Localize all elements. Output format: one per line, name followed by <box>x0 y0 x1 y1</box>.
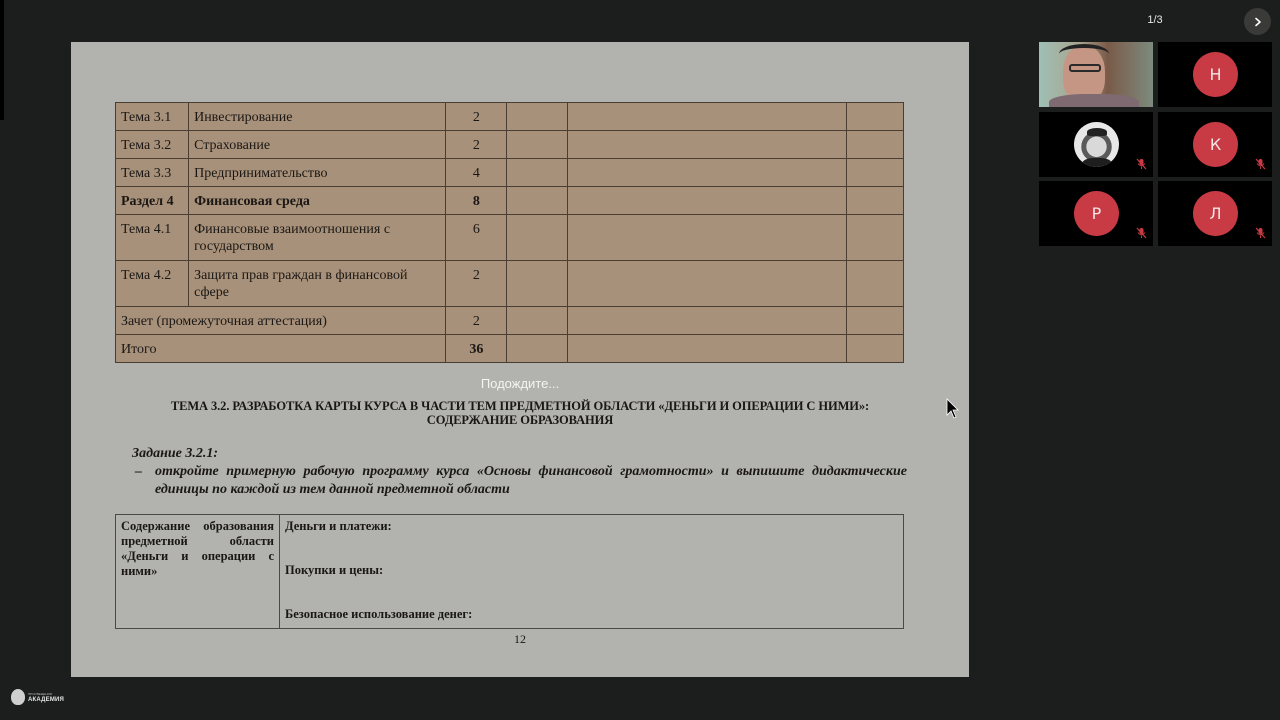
participant-tile[interactable] <box>1158 181 1272 246</box>
topic-name: Предпринимательство <box>189 159 446 187</box>
section-title <box>131 399 909 427</box>
mouse-cursor-icon <box>946 398 960 420</box>
participant-tile-video[interactable] <box>1039 42 1153 107</box>
subtopic: Деньги и платежи: <box>285 519 392 533</box>
avatar-photo <box>1074 122 1119 167</box>
topic-code: Тема 3.1 <box>116 103 189 131</box>
avatar: Л <box>1193 191 1238 236</box>
emblem-icon <box>11 689 25 705</box>
page-number: 12 <box>514 632 526 646</box>
glasses-icon <box>1069 64 1101 72</box>
shirt-shape <box>1082 158 1112 167</box>
microphone-muted-icon <box>1255 227 1266 239</box>
section-name: Финансовая среда <box>189 187 446 215</box>
topic-code: Тема 4.2 <box>116 261 189 307</box>
loading-indicator: Подождите... <box>480 376 560 391</box>
exam-label: Зачет (промежуточная аттестация) <box>116 307 446 335</box>
empty-cell <box>507 215 567 261</box>
topic-hours: 6 <box>446 215 507 261</box>
topic-hours: 2 <box>446 261 507 307</box>
section-code: Раздел 4 <box>116 187 189 215</box>
topic-name: Инвестирование <box>189 103 446 131</box>
empty-cell <box>846 215 903 261</box>
table-row <box>116 159 904 187</box>
participants-page-indicator: 1/3 <box>1147 14 1163 26</box>
avatar: Н <box>1193 52 1238 97</box>
academy-logo <box>11 689 64 705</box>
microphone-muted-icon <box>1136 227 1147 239</box>
microphone-muted-icon <box>1255 158 1266 170</box>
topic-code: Тема 3.3 <box>116 159 189 187</box>
topic-hours: 2 <box>446 131 507 159</box>
empty-cell <box>567 335 846 363</box>
table-row <box>116 515 904 629</box>
empty-cell <box>567 261 846 307</box>
topic-code: Тема 3.2 <box>116 131 189 159</box>
hair-shape <box>1087 128 1107 136</box>
headphones-icon <box>1059 44 1109 64</box>
empty-cell <box>846 261 903 307</box>
shared-document <box>71 42 969 677</box>
participant-video-body <box>1049 94 1139 107</box>
exam-hours: 2 <box>446 307 507 335</box>
empty-cell <box>507 159 567 187</box>
total-row <box>116 335 904 363</box>
content-label: Содержание образования предметной области «Деньги и операции с ними» <box>116 515 280 629</box>
empty-cell <box>846 307 903 335</box>
avatar: К <box>1193 122 1238 167</box>
topic-name: Финансовые взаимоотношения с государством <box>189 215 446 261</box>
task-description: откройте примерную рабочую программу курса «Основы финансовой грамотности» и выпишите дидактические единицы по каждой из тем данной предметной области <box>155 464 907 497</box>
subtopic: Покупки и цены: <box>285 563 384 577</box>
topic-code: Тема 4.1 <box>116 215 189 261</box>
section-row <box>116 187 904 215</box>
empty-cell <box>507 335 567 363</box>
logo-text <box>28 691 64 703</box>
avatar: Р <box>1074 191 1119 236</box>
empty-cell <box>846 103 903 131</box>
task-text <box>135 463 907 499</box>
empty-cell <box>567 187 846 215</box>
empty-cell <box>507 307 567 335</box>
participant-tile[interactable] <box>1039 112 1153 177</box>
content-table <box>115 514 904 629</box>
empty-cell <box>567 131 846 159</box>
empty-cell <box>846 187 903 215</box>
total-label: Итого <box>116 335 446 363</box>
logo-title: АКАДЕМИЯ <box>28 697 65 703</box>
exam-row <box>116 307 904 335</box>
list-dash: – <box>135 464 142 479</box>
empty-cell <box>507 103 567 131</box>
participant-tile[interactable] <box>1039 181 1153 246</box>
empty-cell <box>507 131 567 159</box>
subtopics-cell <box>280 515 904 629</box>
empty-cell <box>567 215 846 261</box>
empty-cell <box>507 261 567 307</box>
microphone-muted-icon <box>1136 158 1147 170</box>
section-title-line: СОДЕРЖАНИЕ ОБРАЗОВАНИЯ <box>426 413 614 427</box>
table-row <box>116 261 904 307</box>
task-title: Задание 3.2.1: <box>132 446 219 461</box>
empty-cell <box>846 131 903 159</box>
chevron-right-icon <box>1253 17 1263 27</box>
empty-cell <box>567 103 846 131</box>
table-row <box>116 215 904 261</box>
course-plan-table <box>115 102 904 363</box>
section-hours: 8 <box>446 187 507 215</box>
table-row <box>116 103 904 131</box>
empty-cell <box>567 159 846 187</box>
topic-hours: 2 <box>446 103 507 131</box>
empty-cell <box>846 159 903 187</box>
empty-cell <box>507 187 567 215</box>
subtopic: Безопасное использование денег: <box>285 607 473 621</box>
logo-subtitle: ПРОСВЕЩЕНИЯ <box>28 692 52 696</box>
table-row <box>116 131 904 159</box>
topic-hours: 4 <box>446 159 507 187</box>
empty-cell <box>567 307 846 335</box>
participant-tile[interactable] <box>1158 42 1272 107</box>
section-title-line: ТЕМА 3.2. РАЗРАБОТКА КАРТЫ КУРСА В ЧАСТИ ТЕМ ПРЕДМЕТНОЙ ОБЛАСТИ «ДЕНЬГИ И ОПЕРАЦИИ С НИМИ»: <box>170 399 870 413</box>
next-page-button[interactable] <box>1244 8 1271 35</box>
topic-name: Защита прав граждан в финансовой сфере <box>189 261 446 307</box>
total-hours: 36 <box>446 335 507 363</box>
participant-tile[interactable] <box>1158 112 1272 177</box>
empty-cell <box>846 335 903 363</box>
topic-name: Страхование <box>189 131 446 159</box>
left-edge-strip <box>0 0 4 120</box>
